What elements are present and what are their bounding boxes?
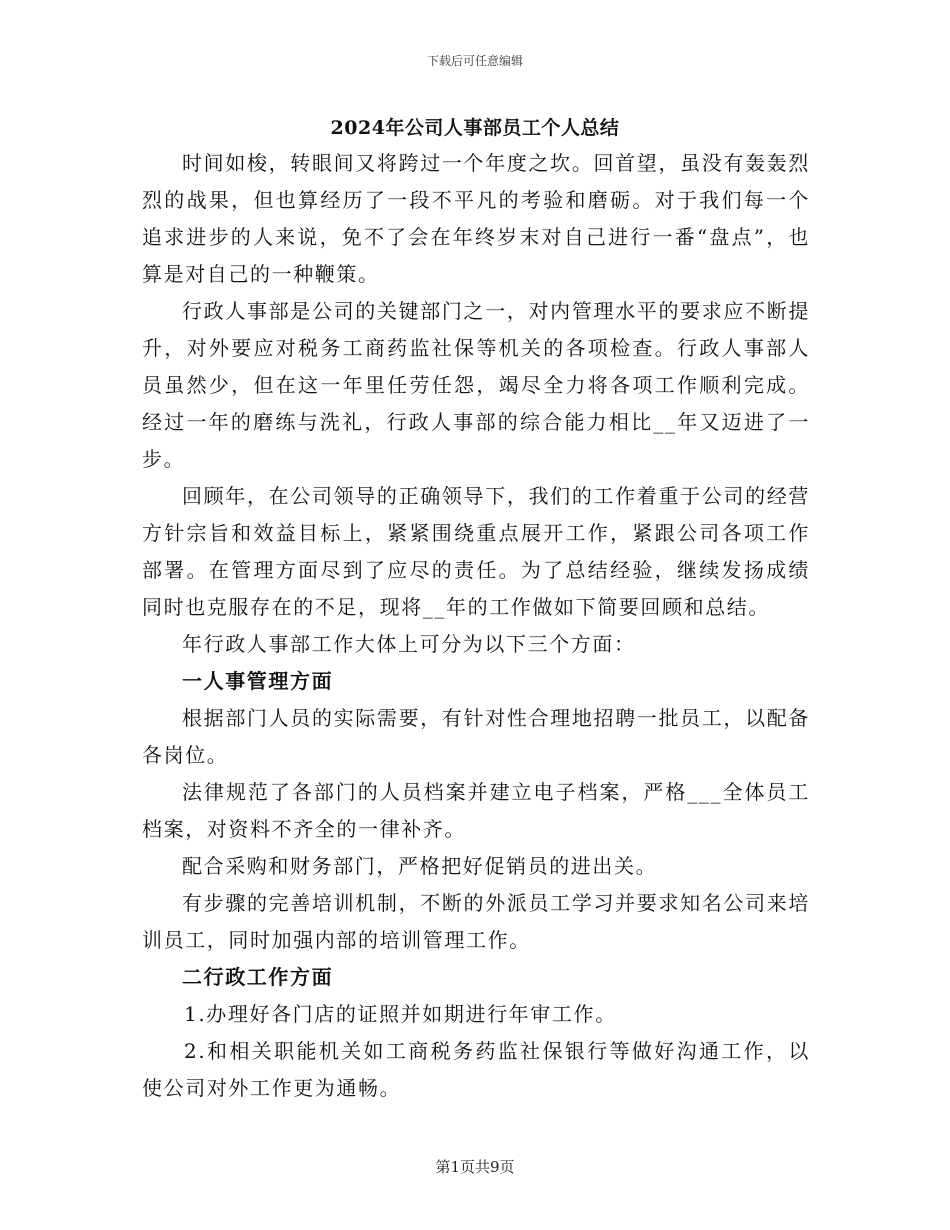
paragraph-recruitment: 根据部门人员的实际需要，有针对性合理地招聘一批员工，以配备各岗位。 [142, 706, 810, 767]
document-title: 2024年公司人事部员工个人总结 [330, 117, 620, 139]
paragraph-promoters: 配合采购和财务部门，严格把好促销员的进出关。 [182, 854, 658, 878]
document-body [142, 145, 810, 1107]
paragraph-overview: 年行政人事部工作大体上可分为以下三个方面： [182, 632, 636, 656]
section-heading-personnel: 一人事管理方面 [182, 669, 334, 693]
paragraph-training: 有步骤的完善培训机制，不断的外派员工学习并要求知名公司来培训员工，同时加强内部的培训管理工作。 [142, 891, 810, 952]
page-header-note: 下载后可任意编辑 [426, 54, 523, 68]
paragraph-archives: 法律规范了各部门的人员档案并建立电子档案，严格___全体员工档案，对资料不齐全的一律补齐。 [142, 780, 810, 841]
paragraph-review: 回顾年，在公司领导的正确领导下，我们的工作着重于公司的经营方针宗旨和效益目标上，紧紧围绕重点展开工作，紧跟公司各项工作部署。在管理方面尽到了应尽的责任。为了总结经验，继续发扬成绩同时也克服存在的不足，现将__年的工作做如下简要回顾和总结。 [142, 484, 810, 619]
list-item-licenses: 1.办理好各门店的证照并如期进行年审工作。 [184, 1002, 617, 1026]
page-number: 第1页共9页 [435, 1158, 515, 1176]
list-item-communication: 2.和相关职能机关如工商税务药监社保银行等做好沟通工作，以使公司对外工作更为通畅。 [142, 1039, 810, 1100]
paragraph-intro: 时间如梭，转眼间又将跨过一个年度之坎。回首望，虽没有轰轰烈烈的战果，但也算经历了一段不平凡的考验和磨砺。对于我们每一个追求进步的人来说，免不了会在年终岁末对自己进行一番“盘点”，也算是对自己的一种鞭策。 [142, 151, 810, 286]
section-heading-administration: 二行政工作方面 [182, 965, 334, 989]
paragraph-department-role: 行政人事部是公司的关键部门之一，对内管理水平的要求应不断提升，对外要应对税务工商药监社保等机关的各项检查。行政人事部人员虽然少，但在这一年里任劳任怨，竭尽全力将各项工作顺利完成。经过一年的磨练与洗礼，行政人事部的综合能力相比__年又迈进了一步。 [142, 299, 810, 471]
